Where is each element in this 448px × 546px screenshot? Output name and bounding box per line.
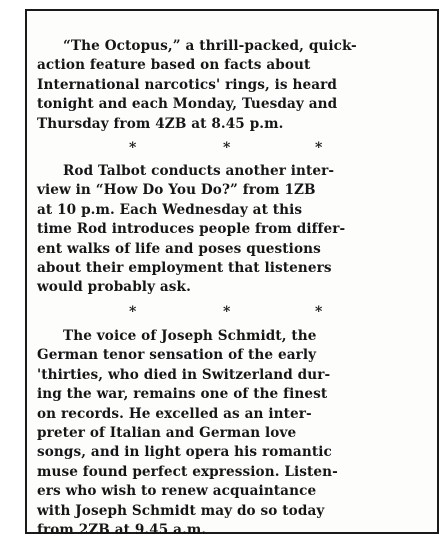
joseph-schmidt-notice — [27, 327, 437, 540]
text-line: songs, and in light opera his romantic — [37, 444, 332, 461]
separator-star: * — [223, 140, 231, 156]
text-line: with Joseph Schmidt may do so today — [37, 502, 325, 519]
separator-star: * — [223, 304, 231, 320]
rod-talbot-notice — [27, 162, 437, 298]
text-line: 'thirties, who died in Switzerland dur- — [37, 366, 331, 383]
text-line: action feature based on facts about — [37, 57, 311, 74]
text-line: would probably ask. — [37, 279, 191, 296]
separator-star: * — [129, 140, 137, 156]
separator-star: * — [129, 304, 137, 320]
newspaper-clipping — [25, 9, 439, 539]
text-line: time Rod introduces people from differ- — [37, 221, 346, 238]
text-line: tonight and each Monday, Tuesday and — [37, 96, 338, 113]
text-line: ing the war, remains one of the finest — [37, 386, 328, 403]
text-line: about their employment that listeners — [37, 260, 332, 277]
section-separator — [27, 140, 437, 159]
text-line: The voice of Joseph Schmidt, the — [63, 328, 317, 344]
text-line: on records. He excelled as an inter- — [37, 405, 312, 422]
text-line: view in “How Do You Do?” from 1ZB — [37, 182, 316, 199]
text-line: German tenor sensation of the early — [37, 347, 317, 364]
text-line: Thursday from 4ZB at 8.45 p.m. — [37, 115, 284, 132]
text-line: preter of Italian and German love — [37, 425, 297, 442]
text-line: Rod Talbot conducts another inter- — [63, 163, 335, 179]
text-line: ers who wish to renew acquaintance — [37, 483, 317, 500]
octopus-notice — [27, 37, 437, 134]
text-line: from 2ZB at 9.45 a.m. — [37, 522, 207, 539]
section-separator — [27, 304, 437, 323]
separator-star: * — [315, 304, 323, 320]
text-line: International narcotics' rings, is heard — [37, 76, 337, 93]
separator-star: * — [315, 140, 323, 156]
text-line: “The Octopus,” a thrill-packed, quick- — [63, 38, 357, 54]
text-line: at 10 p.m. Each Wednesday at this — [37, 201, 303, 218]
text-line: muse found perfect expression. Listen- — [37, 463, 338, 480]
text-line: ent walks of life and poses questions — [37, 240, 321, 257]
